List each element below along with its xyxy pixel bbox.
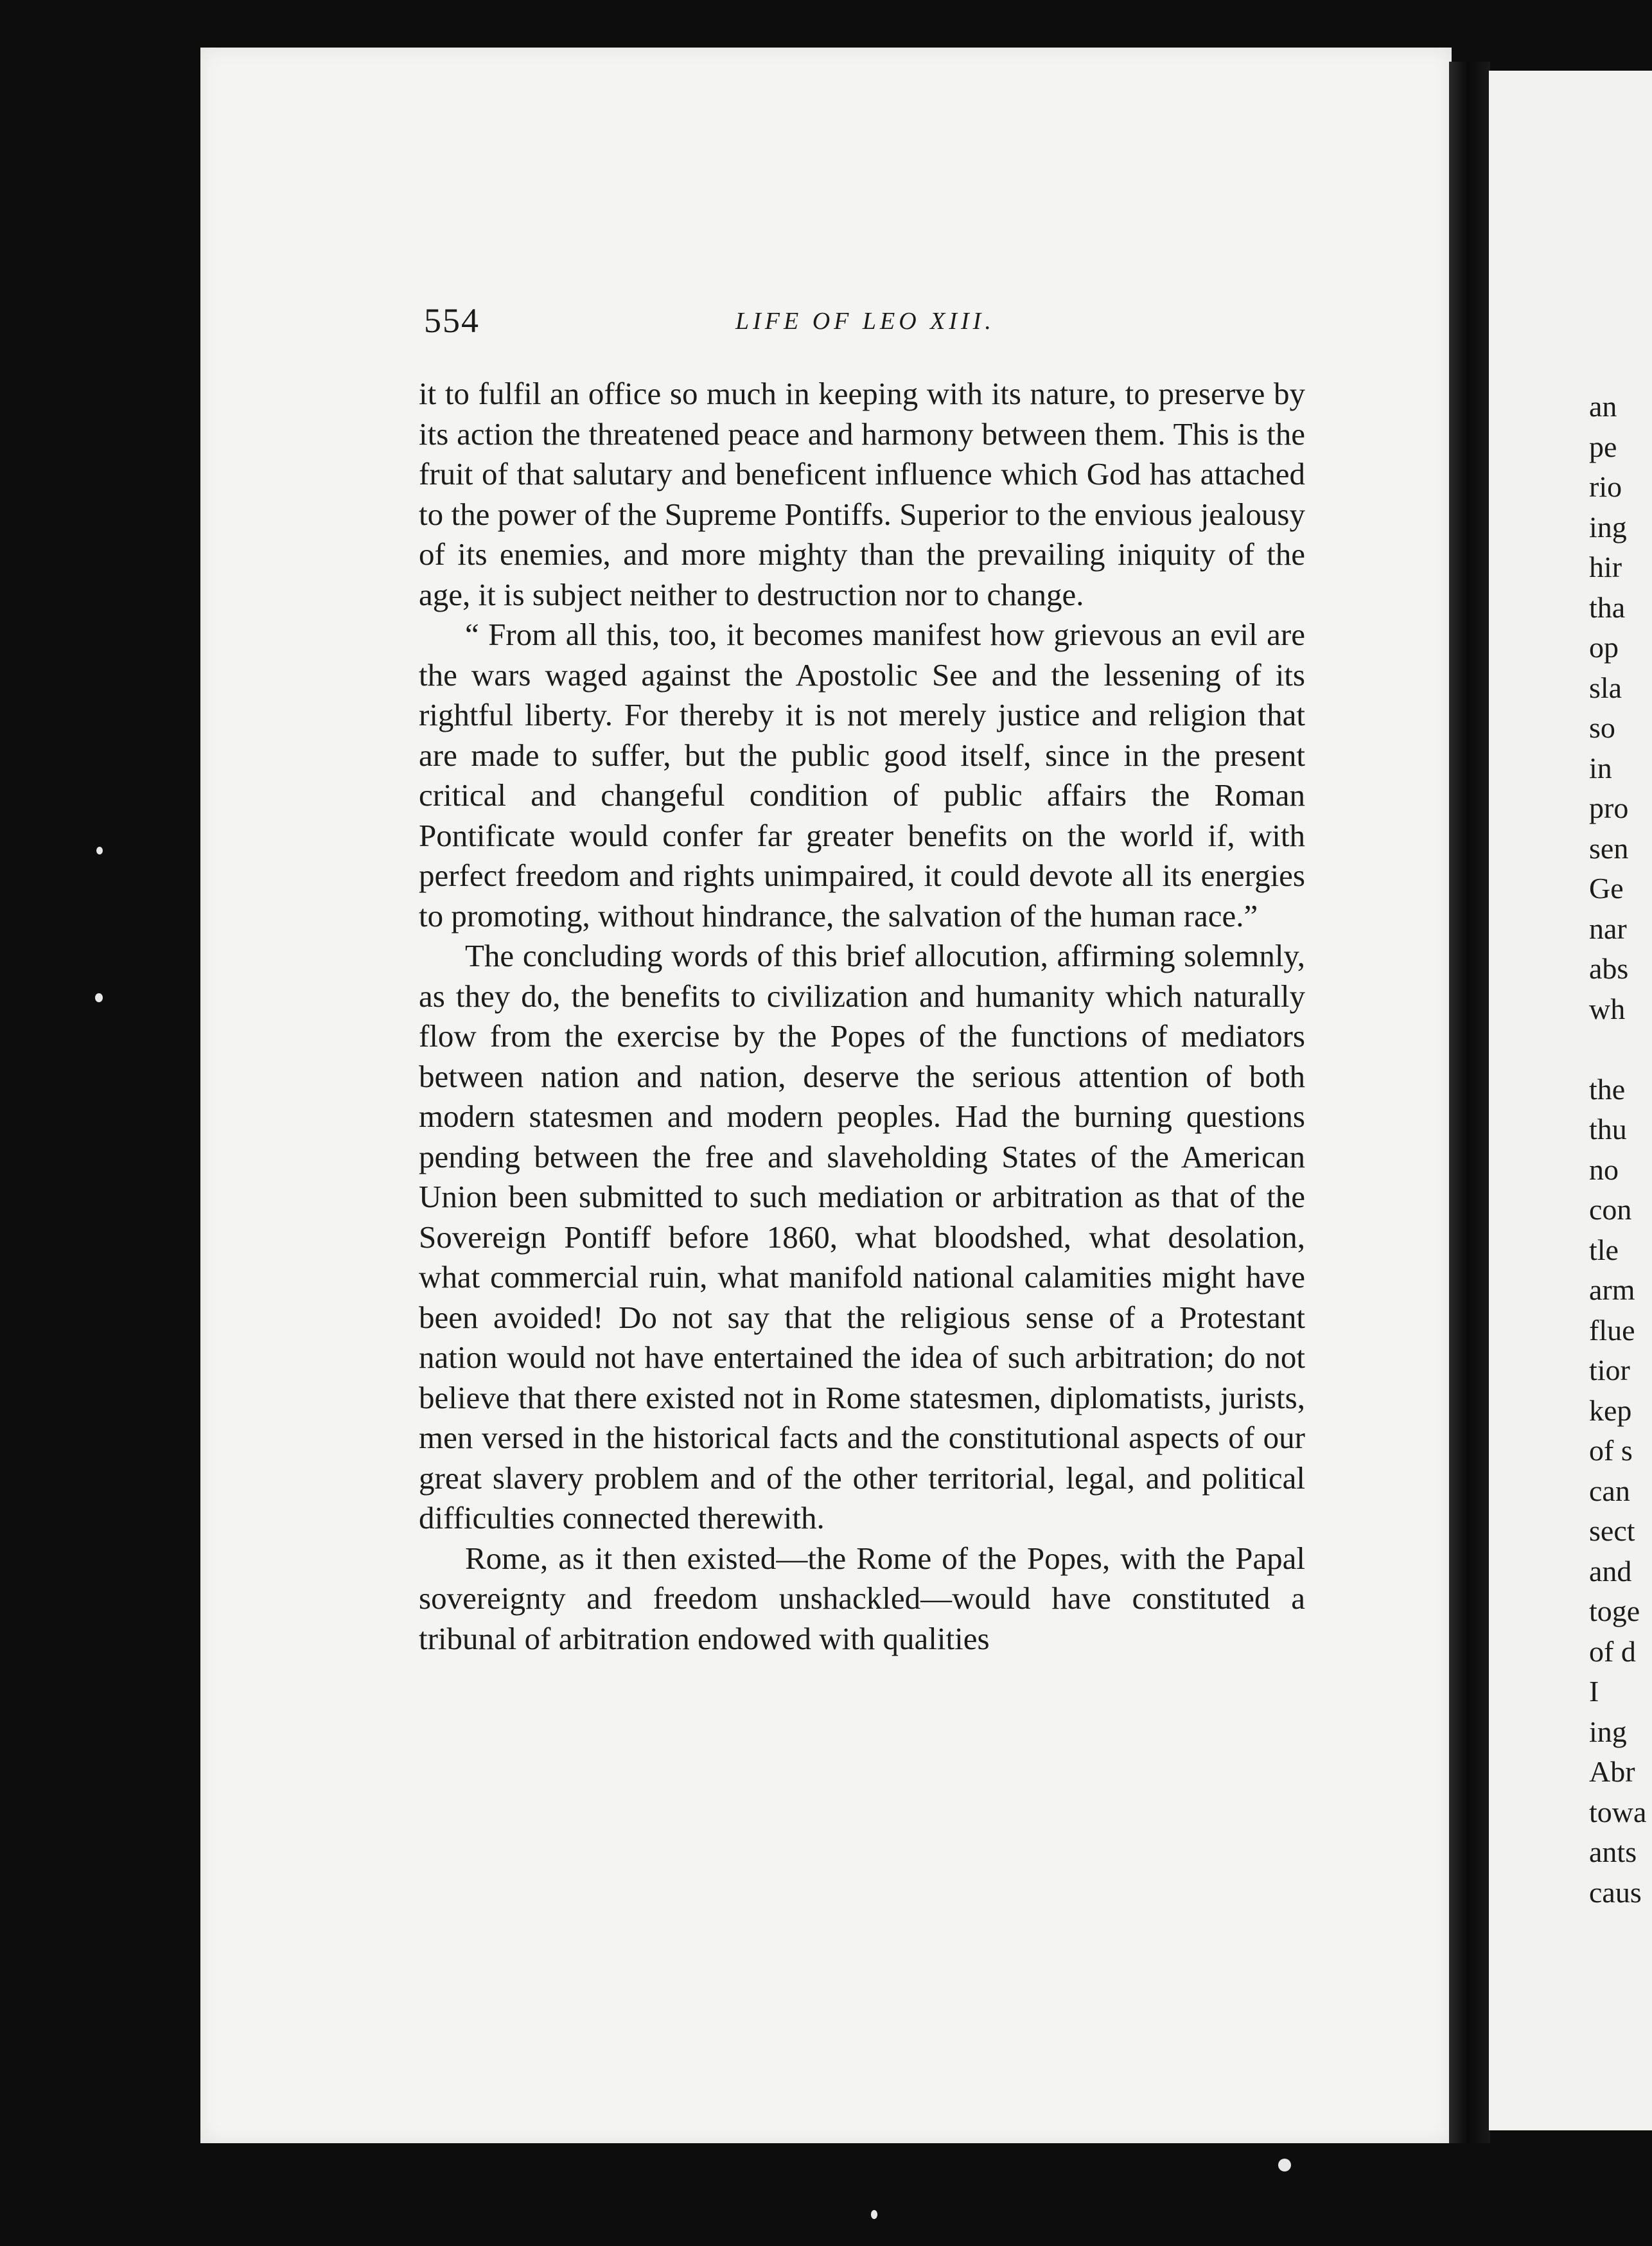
facing-line-fragment: con bbox=[1589, 1193, 1632, 1226]
facing-line-fragment bbox=[1589, 1029, 1652, 1070]
facing-line-fragment: the bbox=[1589, 1072, 1626, 1106]
facing-line-fragment: ants bbox=[1589, 1835, 1637, 1868]
facing-line-fragment: tle bbox=[1589, 1233, 1619, 1266]
facing-line-fragment: no bbox=[1589, 1153, 1619, 1186]
facing-line-fragment: nar bbox=[1589, 912, 1627, 945]
book-gutter bbox=[1449, 62, 1490, 2143]
facing-line-fragment: arm bbox=[1589, 1273, 1635, 1306]
body-text bbox=[419, 374, 1305, 1916]
facing-line-fragment: kep bbox=[1589, 1393, 1632, 1427]
facing-line-fragment: pe bbox=[1589, 430, 1617, 463]
running-head bbox=[424, 301, 1310, 352]
running-title: LIFE OF LEO XIII. bbox=[735, 308, 995, 335]
page-number: 554 bbox=[424, 301, 480, 340]
paragraph: it to fulfil an office so much in keeping with its nature, to preserve by its action the threatened peace and harmony between them. This is the fruit of that salutary and beneficent influence which God has attached to the power of the Supreme Pontiffs. Superior to the envious jealousy of its enemies, and more mighty than the prevailing iniquity of the age, it is subject neither to destruction nor to change. bbox=[419, 376, 1305, 612]
facing-line-fragment: of d bbox=[1589, 1634, 1636, 1668]
facing-line-fragment: and bbox=[1589, 1554, 1632, 1587]
facing-line-fragment: sla bbox=[1589, 671, 1622, 704]
facing-line-fragment: wh bbox=[1589, 992, 1626, 1025]
facing-line-fragment: towa bbox=[1589, 1795, 1647, 1828]
facing-line-fragment: caus bbox=[1589, 1875, 1642, 1909]
paragraph: Rome, as it then existed—the Rome of the Popes, with the Papal sovereignty and freedom unshackled—would have constituted a tribunal of arbitration endowed with qualities bbox=[419, 1540, 1305, 1656]
facing-line-fragment: ing bbox=[1589, 510, 1627, 544]
facing-line-fragment: can bbox=[1589, 1474, 1630, 1507]
scan-speck bbox=[871, 2210, 877, 2219]
facing-line-fragment: ing bbox=[1589, 1715, 1627, 1748]
facing-line-fragment: thu bbox=[1589, 1113, 1627, 1145]
facing-line-fragment: hir bbox=[1589, 551, 1622, 583]
facing-line-fragment: sect bbox=[1589, 1514, 1635, 1547]
facing-line-fragment: in bbox=[1589, 751, 1612, 784]
facing-line-fragment: an bbox=[1589, 390, 1617, 423]
facing-line-fragment: Abr bbox=[1589, 1755, 1635, 1788]
scan-speck bbox=[95, 993, 103, 1002]
facing-line-fragment: I bbox=[1589, 1675, 1599, 1708]
facing-line-fragment: of s bbox=[1589, 1434, 1633, 1467]
facing-line-fragment: Ge bbox=[1589, 872, 1624, 905]
paragraph: “ From all this, too, it becomes manifest how grievous an evil are the wars waged against the Apostolic See and the lessening of its rightful liberty. For thereby it is not merely justice and religion that are made to suffer, but the public good itself, since in the present critical and changeful condition of public affairs the Roman Pontificate would confer far greater benefits on the world if, with perfect freedom and rights unimpaired, it could devote all its energies to promoting, without hindrance, the salvation of the human race.” bbox=[419, 617, 1305, 933]
facing-line-fragment: sen bbox=[1589, 831, 1629, 865]
facing-line-fragment: so bbox=[1589, 711, 1615, 744]
paragraph: The concluding words of this brief allocution, affirming solemnly, as they do, the benefits to civilization and humanity which naturally flow from the exercise by the Popes of the functions of mediators between nation and nation, deserve the serious attention of both modern statesmen and modern peoples. Had the burning questions pending between the free and slaveholding States of the American Union been submitted to such mediation or arbitration as that of the Sovereign Pontiff before 1860, what bloodshed, what desolation, what commercial ruin, what manifold national calamities might have been avoided! Do not say that the religious sense of a Protestant nation would not have entertained the idea of such arbitration; do not believe that there existed not in Rome statesmen, diplomatists, jurists, men versed in the historical facts and the constitutional aspects of our great slavery problem and of the other territorial, legal, and political difficulties connected therewith. bbox=[419, 938, 1305, 1535]
facing-line-fragment: rio bbox=[1589, 470, 1622, 503]
scan-speck bbox=[96, 847, 103, 854]
scan-speck bbox=[1278, 2159, 1291, 2171]
facing-line-fragment: flue bbox=[1589, 1313, 1635, 1347]
facing-line-fragment: tior bbox=[1589, 1354, 1630, 1386]
facing-line-fragment: toge bbox=[1589, 1595, 1640, 1627]
facing-line-fragment: op bbox=[1589, 631, 1619, 664]
facing-line-fragment: tha bbox=[1589, 590, 1626, 624]
facing-line-fragment: abs bbox=[1589, 952, 1629, 985]
facing-line-fragment: pro bbox=[1589, 791, 1629, 824]
facing-page-text bbox=[1589, 387, 1652, 1913]
